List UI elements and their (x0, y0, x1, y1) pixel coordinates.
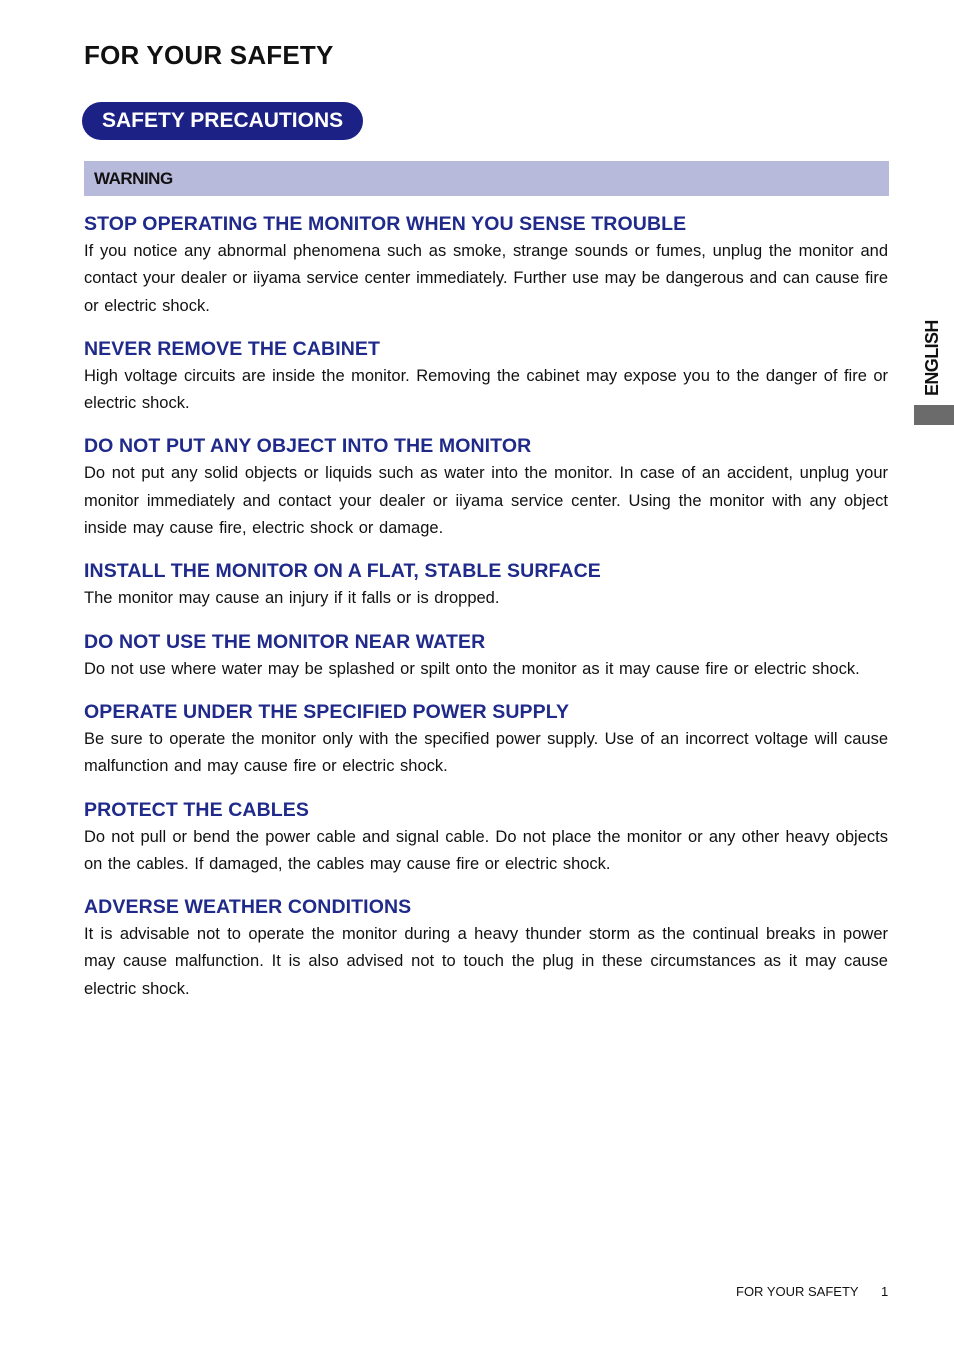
section-power-supply (84, 699, 888, 781)
language-tab-marker (914, 405, 954, 425)
section-near-water (84, 629, 888, 683)
section-heading: DO NOT PUT ANY OBJECT INTO THE MONITOR (84, 435, 532, 458)
warning-label: WARNING (94, 169, 173, 188)
footer-page-number: 1 (881, 1284, 889, 1299)
section-body: It is advisable not to operate the monitor during a heavy thunder storm as the continual breaks in power may cause malfunction. It is also advised not to touch the plug in these circumstances as it may cause electric shock. (84, 925, 888, 998)
section-heading: ADVERSE WEATHER CONDITIONS (84, 896, 412, 919)
section-body: High voltage circuits are inside the monitor. Removing the cabinet may expose you to the danger of fire or electric shock. (84, 366, 888, 413)
page-title: FOR YOUR SAFETY (84, 40, 334, 70)
section-body: Be sure to operate the monitor only with the specified power supply. Use of an incorrect voltage will cause malfunction and may cause fire or electric shock. (84, 729, 888, 776)
section-heading: NEVER REMOVE THE CABINET (84, 337, 381, 360)
section-heading: DO NOT USE THE MONITOR NEAR WATER (84, 630, 486, 653)
section-heading: PROTECT THE CABLES (84, 798, 309, 821)
section-heading: INSTALL THE MONITOR ON A FLAT, STABLE SURFACE (84, 560, 601, 583)
section-body: If you notice any abnormal phenomena such as smoke, strange sounds or fumes, unplug the monitor and contact your dealer or iiyama service center immediately. Further use may be dangerous and can cause fire or electric shock. (84, 242, 888, 315)
section-never-remove-cabinet (84, 336, 888, 418)
section-no-objects (84, 433, 888, 542)
section-adverse-weather (84, 894, 888, 1003)
warning-bar (84, 161, 889, 196)
section-stop-operating (84, 211, 888, 320)
section-heading: STOP OPERATING THE MONITOR WHEN YOU SENSE TROUBLE (84, 213, 687, 235)
section-body: Do not pull or bend the power cable and signal cable. Do not place the monitor or any other heavy objects on the cables. If damaged, the cables may cause fire or electric shock. (84, 827, 888, 873)
language-tab-label: ENGLISH (922, 320, 942, 396)
section-body: The monitor may cause an injury if it falls or is dropped. (84, 589, 500, 608)
footer-section-label: FOR YOUR SAFETY (736, 1284, 859, 1299)
section-body: Do not use where water may be splashed or spilt onto the monitor as it may cause fire or electric shock. (84, 659, 860, 678)
section-body: Do not put any solid objects or liquids such as water into the monitor. In case of an accident, unplug your monitor immediately and contact your dealer or iiyama service center. Using the monitor with any object inside may cause fire, electric shock or damage. (84, 464, 888, 538)
section-flat-surface (84, 558, 888, 612)
section-protect-cables (84, 797, 888, 879)
safety-precautions-banner: SAFETY PRECAUTIONS (82, 102, 363, 140)
section-heading: OPERATE UNDER THE SPECIFIED POWER SUPPLY (84, 700, 570, 723)
safety-sections (84, 211, 888, 1019)
